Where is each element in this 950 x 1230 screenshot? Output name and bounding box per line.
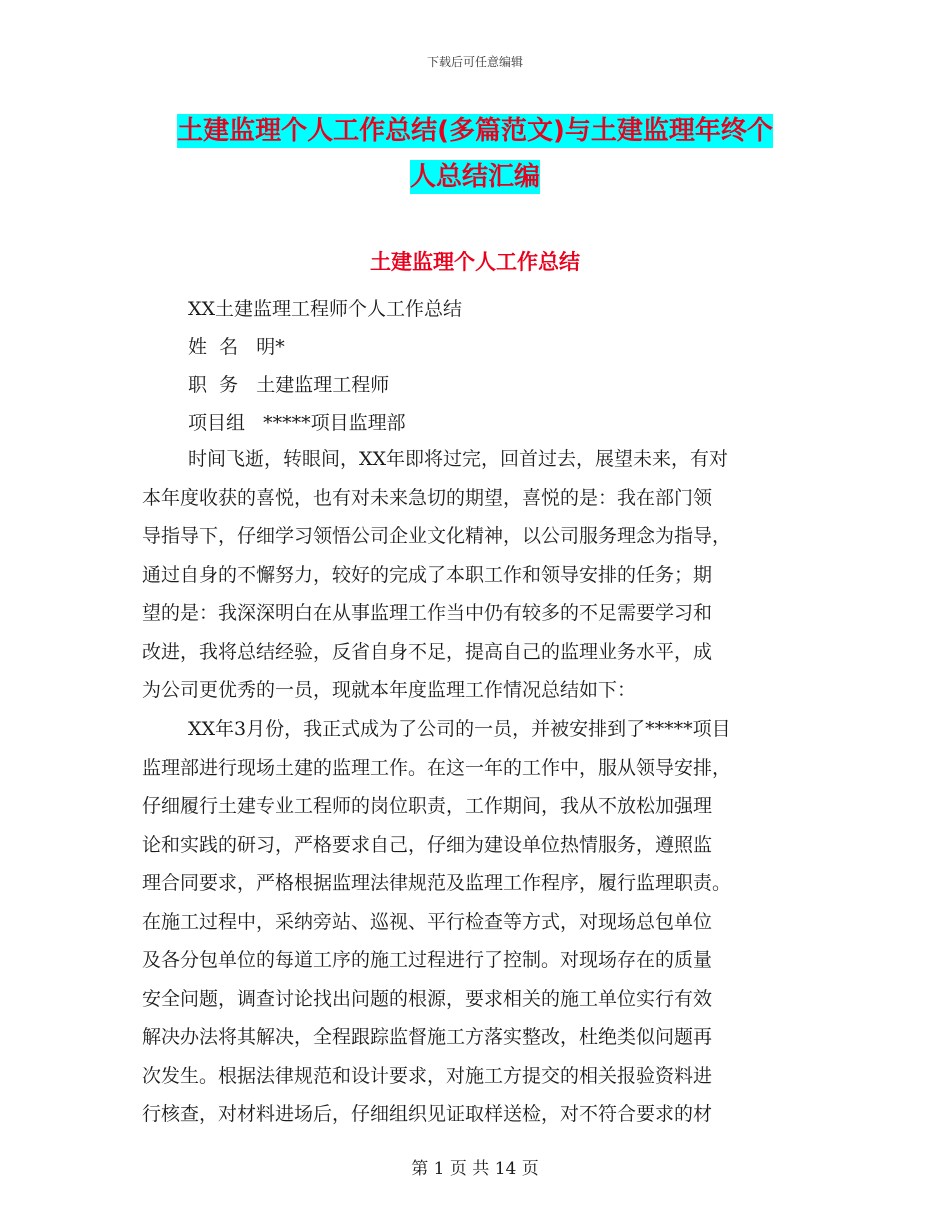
paragraph-1: [142, 440, 812, 710]
paragraph-line: 时间飞逝，转眼间，XX年即将过完，回首过去，展望未来，有对: [188, 448, 729, 470]
paragraph-line: 在施工过程中，采纳旁站、巡视、平行检查等方式，对现场总包单位: [142, 910, 713, 933]
info-project: 项目组 *****项目监理部: [188, 412, 406, 434]
paragraph-line: 监理部进行现场土建的监理工作。在这一年的工作中，服从领导安排，: [142, 756, 732, 779]
header-note: 下载后可任意编辑: [426, 55, 523, 69]
page-footer: 第 1 页 共 14 页: [411, 1159, 539, 1179]
paragraph-line: 导指导下，仔细学习领悟公司企业文化精神，以公司服务理念为指导，: [142, 525, 732, 547]
info-name: 姓 名 明*: [188, 336, 285, 358]
info-subtitle: XX土建监理工程师个人工作总结: [188, 298, 463, 320]
paragraph-line: 安全问题，调查讨论找出问题的根源，要求相关的施工单位实行有效: [142, 987, 713, 1010]
paragraph-line: 行核查，对材料进场后，仔细组织见证取样送检，对不符合要求的材: [142, 1103, 713, 1125]
document-title-line-1: 土建监理个人工作总结(多篇范文)与土建监理年终个: [177, 116, 773, 146]
paragraph-line: 为公司更优秀的一员，现就本年度监理工作情况总结如下：: [142, 679, 637, 701]
document-title: [0, 108, 950, 200]
paragraph-line: 解决办法将其解决，全程跟踪监督施工方落实整改，杜绝类似问题再: [142, 1026, 713, 1048]
paragraph-line: 仔细履行土建专业工程师的岗位职责，工作期间，我从不放松加强理: [142, 795, 713, 817]
paragraph-line: XX年3月份，我正式成为了公司的一员，并被安排到了*****项目: [188, 718, 731, 740]
paragraph-line: 论和实践的研习，严格要求自己，仔细为建设单位热情服务，遵照监: [142, 833, 713, 856]
paragraph-2: [142, 710, 812, 1134]
paragraph-line: 及各分包单位的每道工序的施工过程进行了控制。对现场存在的质量: [142, 949, 713, 971]
info-position: 职 务 土建监理工程师: [188, 374, 390, 396]
document-title-line-2: 人总结汇编: [409, 162, 540, 192]
paragraph-line: 本年度收获的喜悦，也有对未来急切的期望，喜悦的是：我在部门领: [142, 486, 713, 509]
section-title: 土建监理个人工作总结: [370, 250, 580, 274]
paragraph-line: 改进，我将总结经验，反省自身不足，提高自己的监理业务水平，成: [142, 640, 713, 663]
paragraph-line: 望的是：我深深明白在从事监理工作当中仍有较多的不足需要学习和: [142, 602, 713, 624]
paragraph-line: 次发生。根据法律规范和设计要求，对施工方提交的相关报验资料进: [142, 1064, 713, 1087]
paragraph-line: 理合同要求，严格根据监理法律规范及监理工作程序，履行监理职责。: [142, 872, 732, 894]
paragraph-line: 通过自身的不懈努力，较好的完成了本职工作和领导安排的任务；期: [142, 563, 713, 586]
